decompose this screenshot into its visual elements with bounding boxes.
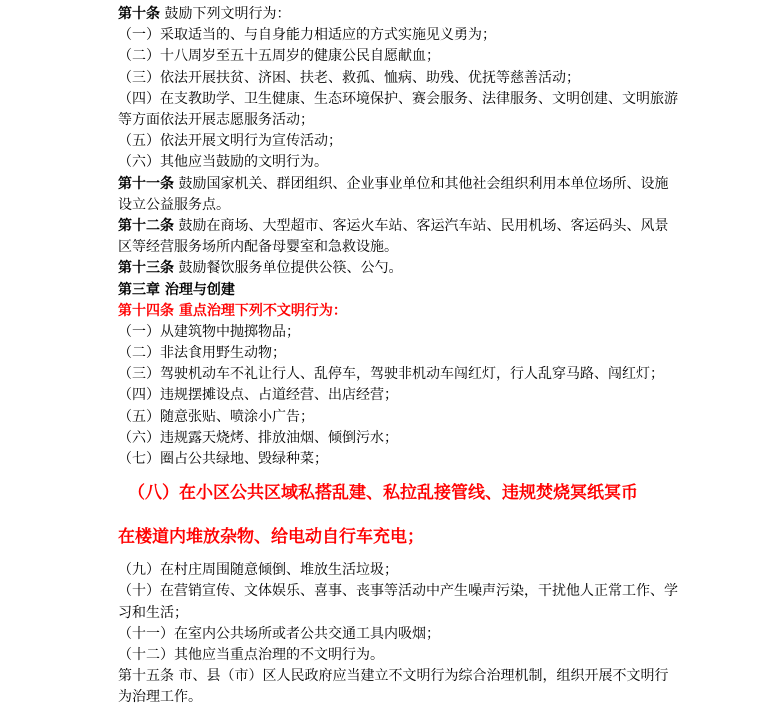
article-14-item-7: （七）圈占公共绿地、毁绿种菜；: [118, 451, 328, 468]
article-14-item-1: （一）从建筑物中抛掷物品；: [118, 323, 300, 340]
article-13-number: 第十三条: [118, 260, 174, 277]
article-14-item-5: （五）随意张贴、喷涂小广告；: [118, 408, 314, 425]
article-10-item-3: （三）依法开展扶贫、济困、扶老、救孤、恤病、助残、优抚等慈善活动；: [118, 69, 580, 86]
article-12-text: 鼓励在商场、大型超市、客运火车站、客运汽车站、民用机场、客运码头、风景区等经营服务场所内配备母婴室和急救设施。: [118, 217, 669, 256]
article-14-item-11: （十一）在室内公共场所或者公共交通工具内吸烟；: [118, 625, 440, 642]
article-14-heading: 第十四条 重点治理下列不文明行为：: [118, 302, 347, 319]
article-14-item-2: （二）非法食用野生动物；: [118, 345, 286, 362]
article-13-text: 鼓励餐饮服务单位提供公筷、公勺。: [174, 260, 403, 277]
article-10-item-4: （四）在支教助学、卫生健康、生态环境保护、赛会服务、法律服务、文明创建、文明旅游等方面依法开展志愿服务活动；: [118, 90, 678, 128]
article-11-text: 鼓励国家机关、群团组织、企业事业单位和其他社会组织利用本单位场所、设施设立公益服务点。: [118, 175, 669, 213]
article-10-item-5: （五）依法开展文明行为宣传活动；: [118, 133, 342, 150]
chapter-3-title: 第三章 治理与创建: [118, 281, 235, 298]
article-12-number: 第十二条: [118, 217, 174, 234]
article-15: 第十五条 市、县（市）区人民政府应当建立不文明行为综合治理机制，组织开展不文明行为治理工作。: [118, 668, 669, 706]
article-10-heading: [118, 4, 678, 25]
article-14-item-8-highlight: （八）在小区公共区域私搭乱建、私拉乱接管线、违规焚烧冥纸冥币: [128, 483, 638, 504]
article-14-item-4: （四）违规摆摊设点、占道经营、出店经营；: [118, 387, 398, 404]
article-14-item-10: （十）在营销宣传、文体娱乐、喜事、丧事等活动中产生噪声污染，干扰他人正常工作、学习和生活；: [118, 583, 678, 621]
article-14-item-6: （六）违规露天烧烤、排放油烟、倾倒污水；: [118, 429, 398, 446]
article-14-item-3: （三）驾驶机动车不礼让行人、乱停车，驾驶非机动车闯红灯，行人乱穿马路、闯红灯；: [118, 366, 664, 383]
article-11: [118, 174, 678, 216]
article-11-number: 第十一条: [118, 175, 174, 192]
article-14-item-8-highlight-continued: 在楼道内堆放杂物、给电动自行车充电；: [118, 527, 424, 548]
article-10-item-6: （六）其他应当鼓励的文明行为。: [118, 154, 328, 171]
article-10-text: 鼓励下列文明行为：: [160, 6, 291, 22]
article-14-item-12: （十二）其他应当重点治理的不文明行为。: [118, 647, 384, 663]
article-10-number: 第十条: [118, 6, 160, 22]
article-14-item-9: （九）在村庄周围随意倾倒、堆放生活垃圾；: [118, 562, 398, 579]
article-10-item-2: （二）十八周岁至五十五周岁的健康公民自愿献血；: [118, 48, 440, 65]
article-13: [118, 258, 678, 279]
regulation-document: [118, 4, 678, 709]
article-10-item-1: （一）采取适当的、与自身能力相适应的方式实施见义勇为；: [118, 27, 496, 44]
article-12: [118, 216, 678, 258]
